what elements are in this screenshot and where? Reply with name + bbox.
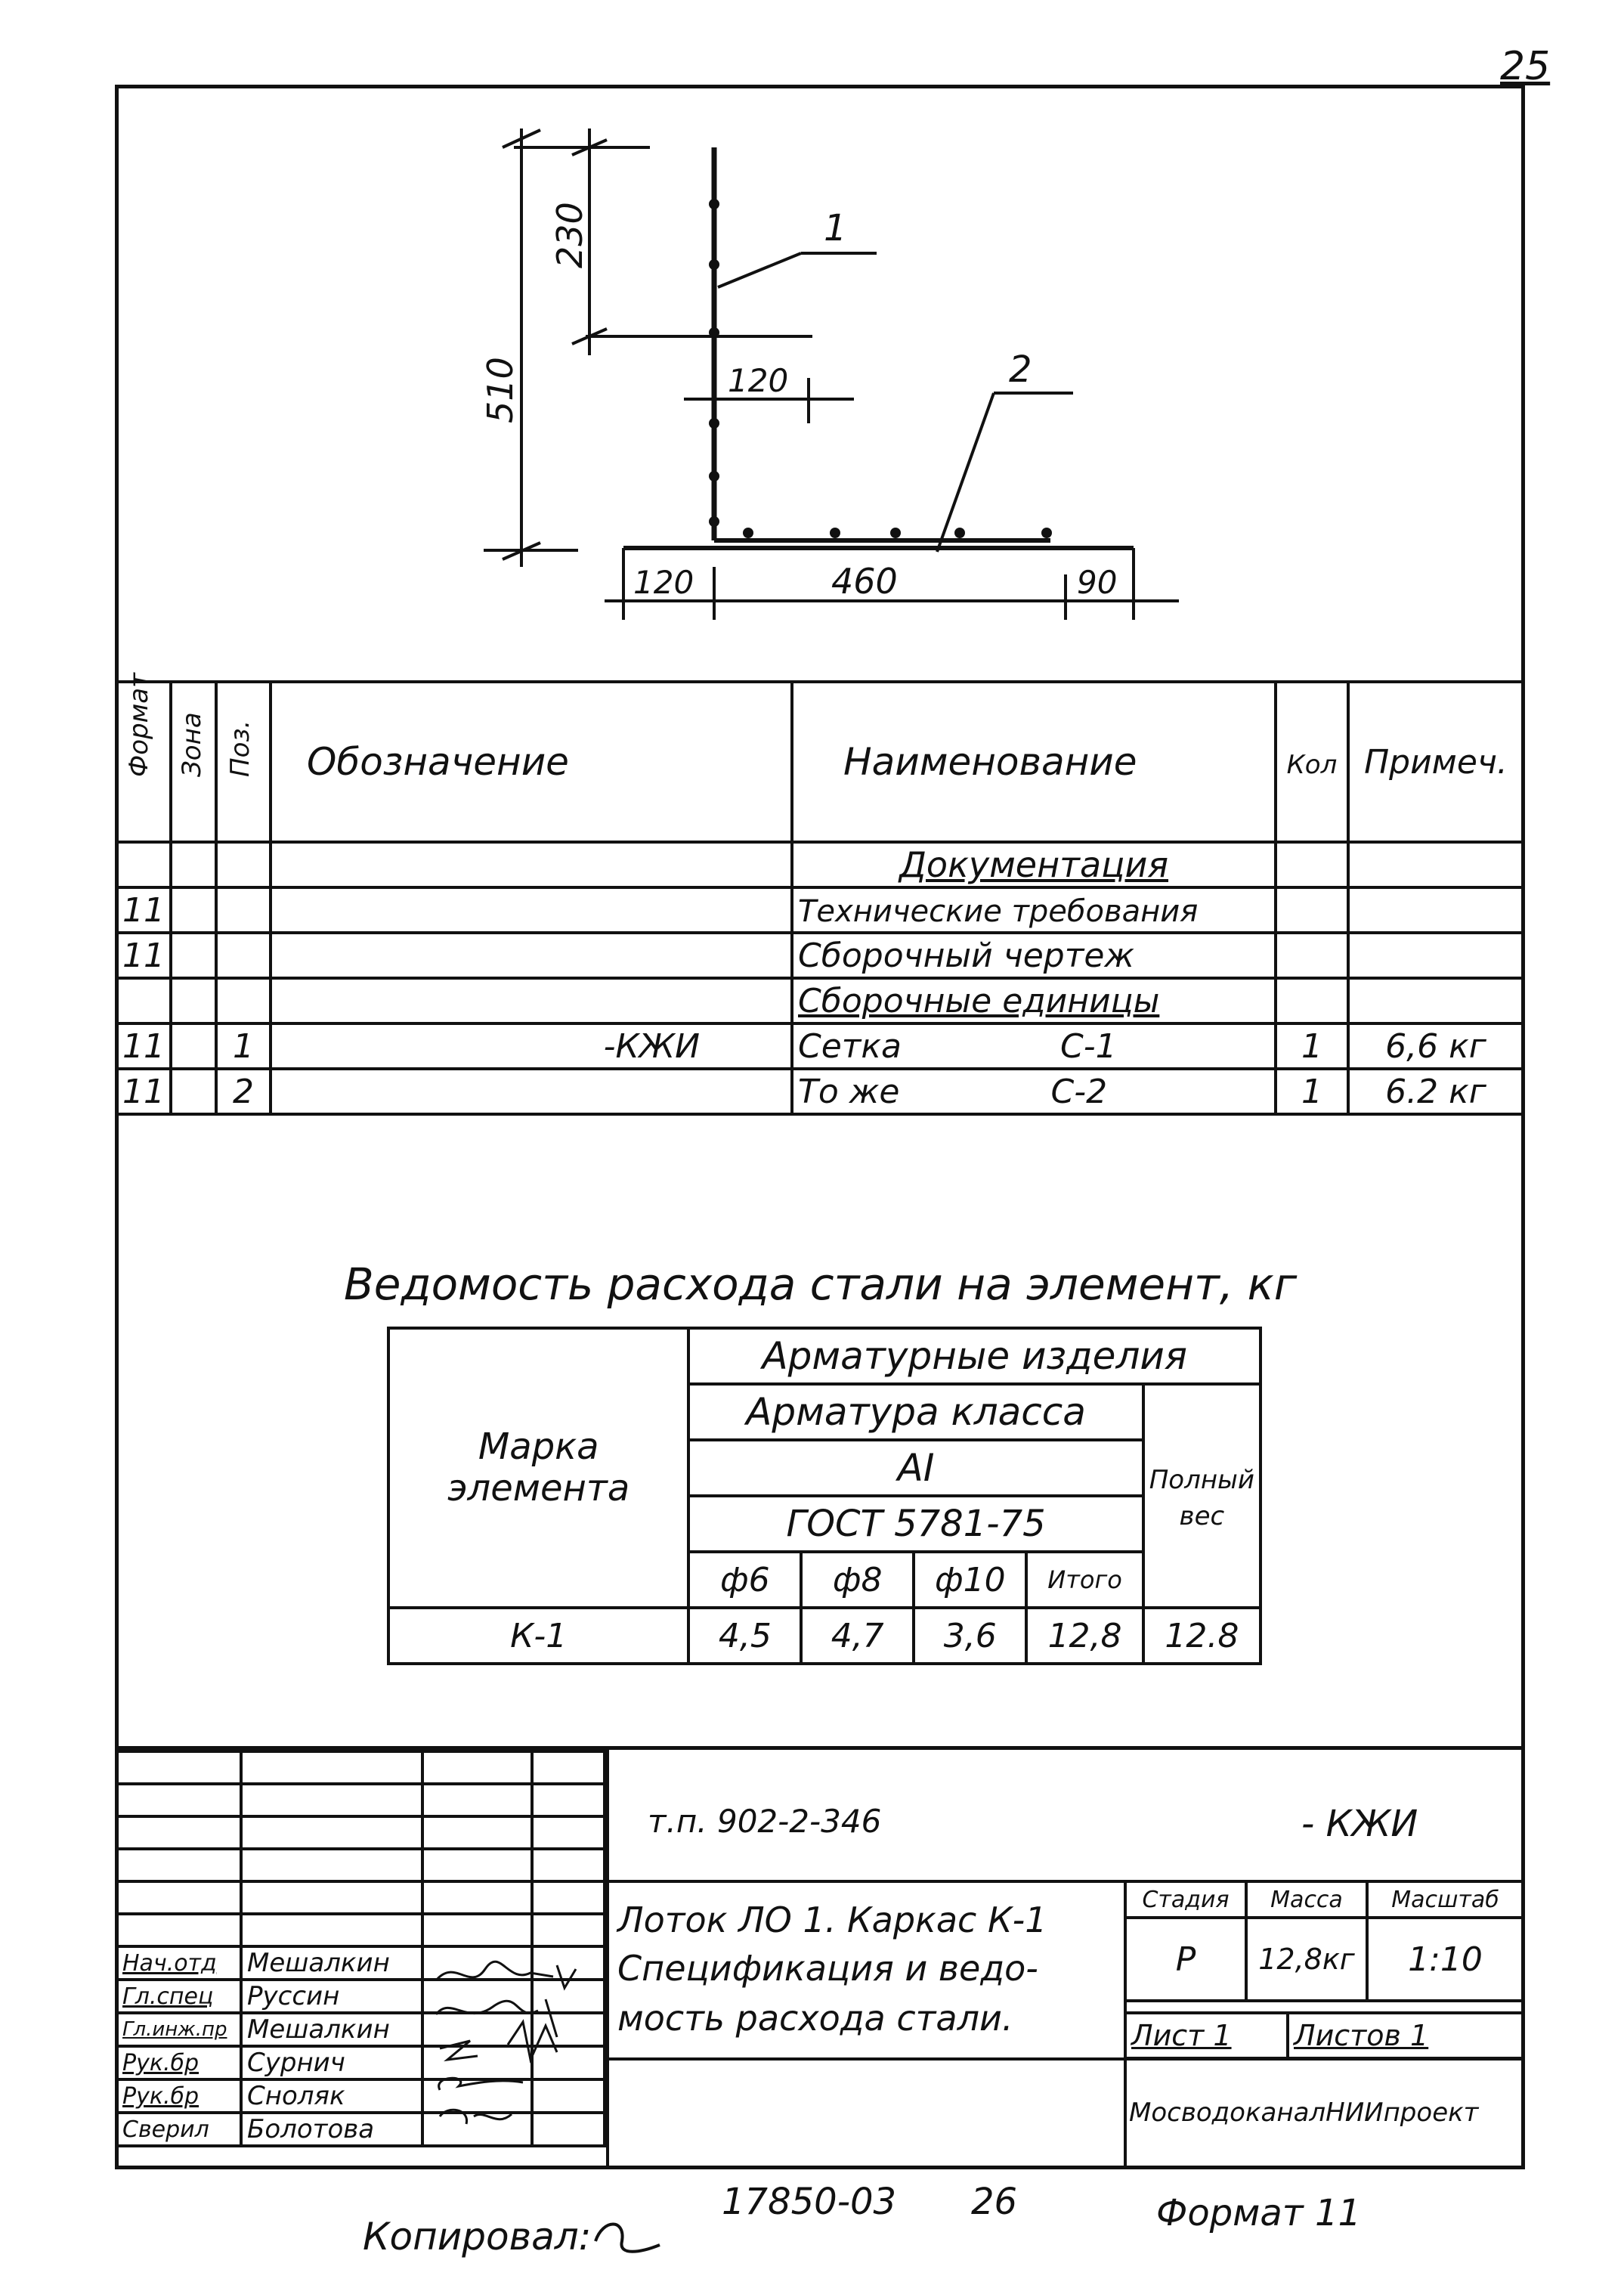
steel-consumption-table [387,1327,1262,1665]
description-line-3: мость расхода стали. [617,1998,1013,2039]
cell-pos [216,842,271,887]
inventory-number: 17850-03 [722,2181,897,2223]
value-full-weight: 12.8 [1143,1608,1261,1664]
callout-2: 2 [1009,348,1032,391]
cell-name: Сетка [798,1026,902,1066]
cell-zone [171,887,216,933]
divider [1124,1880,1127,2169]
dim-120-bottom: 120 [633,564,694,601]
steel-data-row [388,1608,1261,1664]
col-total: Итого [1026,1552,1143,1608]
cell-qty [1276,933,1348,978]
role: Рук.бр [116,2079,241,2113]
col-diam-10: ф10 [914,1552,1026,1608]
scale-label: Масштаб [1367,1881,1523,1918]
person-name: Руссин [241,1980,422,2013]
cell-pos: 1 [216,1023,271,1069]
stage-value: Р [1125,1918,1246,2001]
cell-format [116,842,171,887]
cell-zone [171,842,216,887]
header-pos: Поз. [225,720,255,777]
sheet-number: Лист 1 [1125,2013,1288,2058]
col-diam-8: ф8 [801,1552,914,1608]
mass-label: Масса [1246,1881,1367,1918]
value-diam-8: 4,7 [801,1608,914,1664]
spec-row [116,978,1523,1023]
sheet-total: Листов 1 [1288,2013,1523,2058]
cell-note [1348,887,1523,933]
doc-suffix: - КЖИ [1301,1803,1418,1845]
cell-designation [271,1069,792,1114]
cell-note: 6.2 кг [1348,1069,1523,1114]
value-total: 12,8 [1026,1608,1143,1664]
cell-pos [216,978,271,1023]
mass-value: 12,8кг [1246,1918,1367,2001]
copied-by-label: Копировал: [363,2215,592,2259]
sheets-grid [1124,2011,1525,2060]
cell-designation [271,842,792,887]
signatures-drawing [425,1954,606,2173]
total-header-cell [1143,1384,1261,1608]
cell-qty [1276,978,1348,1023]
row-mark: К-1 [388,1608,688,1664]
steel-table-title: Ведомость расхода стали на элемент, кг [344,1259,1298,1310]
person-name: Болотова [241,2113,422,2146]
gost: ГОСТ 5781-75 [688,1496,1143,1552]
dim-510: 510 [480,357,521,423]
cell-name: Технические требования [798,893,1199,929]
cell-designation [271,978,792,1023]
cell-designation: -КЖИ [271,1023,792,1069]
role: Сверил [116,2113,241,2146]
cell-zone [171,933,216,978]
spec-row [116,887,1523,933]
cell-designation [271,933,792,978]
header-name: Наименование [843,740,1137,784]
doc-code: т.п. 902-2-346 [648,1803,882,1840]
col-diam-6: ф6 [688,1552,801,1608]
cell-name: То же [798,1072,900,1111]
spec-row [116,1069,1523,1114]
cell-format: 11 [116,1023,171,1069]
organization-name: МосводоканалНИИпроект [1129,2098,1479,2128]
header-note: Примеч. [1364,742,1508,782]
description-line-2: Спецификация и ведо- [617,1948,1038,1989]
spec-header-row [116,682,1523,842]
value-diam-6: 4,5 [688,1608,801,1664]
cell-qty [1276,887,1348,933]
spec-row [116,1023,1523,1069]
cell-note [1348,842,1523,887]
cell-note [1348,933,1523,978]
mark-header-cell [388,1328,688,1608]
cell-note: 6,6 кг [1348,1023,1523,1069]
value-diam-10: 3,6 [914,1608,1026,1664]
specification-table [115,673,1525,1116]
cell-zone [171,978,216,1023]
role: Нач.отд [116,1946,241,1980]
header-designation: Обозначение [307,740,569,784]
role: Рук.бр [116,2046,241,2079]
scale-value: 1:10 [1367,1918,1523,2001]
total-header: Полный вес [1149,1464,1254,1531]
cell-pos [216,887,271,933]
header-format: Формат [124,673,154,777]
person-name: Сурнич [241,2046,422,2079]
cell-note [1348,978,1523,1023]
stage-label: Стадия [1125,1881,1246,1918]
spec-row [116,933,1523,978]
role: Гл.спец [116,1980,241,2013]
cell-name: Сборочный чертеж [798,936,1135,975]
cell-name: Сборочные единицы [798,981,1160,1020]
cell-format [116,978,171,1023]
frame-drawing [0,0,1624,695]
dim-120-top: 120 [728,362,789,399]
cell-zone [171,1023,216,1069]
class-value: АI [688,1440,1143,1496]
person-name: Мешалкин [241,2013,422,2046]
person-name: Мешалкин [241,1946,422,1980]
dim-460: 460 [831,561,898,602]
page-number: 25 [1500,44,1551,89]
cell-name: Документация [899,844,1169,885]
cell-qty [1276,842,1348,887]
role: Гл.инж.пр [116,2013,241,2046]
cell-pos: 2 [216,1069,271,1114]
cell-qty: 1 [1276,1023,1348,1069]
cell-qty: 1 [1276,1069,1348,1114]
paper-format: Формат 11 [1156,2192,1362,2234]
cell-format: 11 [116,933,171,978]
title-block [115,1746,1525,2169]
cell-format: 11 [116,887,171,933]
cell-format: 11 [116,1069,171,1114]
cell-designation [271,887,792,933]
callout-1: 1 [824,207,847,249]
header-zone: Зона [177,712,207,777]
cell-pos [216,933,271,978]
dim-230: 230 [549,202,590,268]
cell-name-2: С-1 [1059,1026,1117,1066]
class-header: Арматура класса [688,1384,1143,1440]
copier-signature [588,2211,671,2264]
mark-header: Марка элемента [447,1425,630,1509]
cell-zone [171,1069,216,1114]
header-qty: Кол [1286,749,1338,780]
spec-row [116,842,1523,887]
divider [606,1750,609,2169]
stage-mass-scale-grid [1124,1880,1525,2002]
group-header: Арматурные изделия [688,1328,1261,1384]
description-line-1: Лоток ЛО 1. Каркас К-1 [617,1900,1047,1940]
cell-name-2: С-2 [1050,1072,1108,1111]
dim-90: 90 [1077,564,1118,601]
page-number-2: 26 [971,2181,1018,2223]
person-name: Сноляк [241,2079,422,2113]
